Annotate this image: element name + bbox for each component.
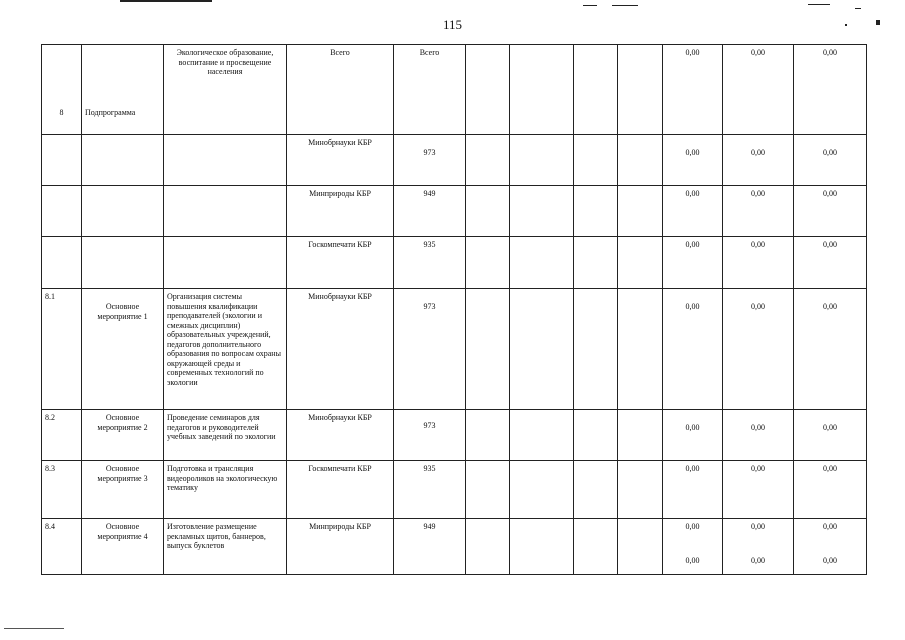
empty-cell (510, 461, 574, 519)
row-number (42, 237, 82, 289)
table-row (42, 45, 867, 135)
row-code: 949 (394, 186, 466, 237)
value-cell: 0,00 (663, 237, 723, 289)
empty-cell (574, 135, 618, 186)
value-cell (663, 519, 723, 575)
row-org: Минприроды КБР (287, 186, 394, 237)
table-row (42, 410, 867, 461)
value-cell: 0,00 (794, 45, 867, 135)
value-cell: 0,00 (723, 45, 794, 135)
scan-artifact (808, 4, 830, 5)
scan-artifact (855, 8, 861, 9)
row-org: Всего (287, 45, 394, 135)
value-cell: 0,00 (723, 461, 794, 519)
row-code: 973 (394, 410, 466, 461)
value-cell: 0,00 (723, 186, 794, 237)
row-code: 935 (394, 237, 466, 289)
value-primary: 0,00 (685, 522, 700, 531)
value-cell: 0,00 (794, 289, 867, 410)
empty-cell (510, 289, 574, 410)
value-cell: 0,00 (723, 410, 794, 461)
empty-cell (618, 45, 663, 135)
value-primary: 0,00 (751, 522, 765, 531)
empty-cell (510, 237, 574, 289)
table-row (42, 237, 867, 289)
value-cell: 0,00 (723, 135, 794, 186)
value-cell: 0,00 (663, 410, 723, 461)
table-row (42, 461, 867, 519)
table-row (42, 519, 867, 575)
row-status: Основное мероприятие 4 (82, 519, 164, 575)
table-row (42, 186, 867, 237)
row-number (42, 135, 82, 186)
value-cell: 0,00 (663, 186, 723, 237)
value-cell (794, 519, 867, 575)
row-status (82, 237, 164, 289)
row-org: Минприроды КБР (287, 519, 394, 575)
empty-cell (466, 186, 510, 237)
empty-cell (466, 410, 510, 461)
empty-cell (618, 135, 663, 186)
empty-cell (466, 135, 510, 186)
value-secondary: 0,00 (685, 555, 700, 565)
empty-cell (466, 45, 510, 135)
row-status (82, 186, 164, 237)
row-status: Подпрограмма (82, 45, 164, 135)
row-name: Экологическое образование, воспитание и просвещение населения (164, 45, 287, 135)
empty-cell (574, 289, 618, 410)
value-cell: 0,00 (794, 186, 867, 237)
empty-cell (574, 410, 618, 461)
empty-cell (466, 289, 510, 410)
row-name (164, 186, 287, 237)
value-cell: 0,00 (723, 289, 794, 410)
empty-cell (618, 186, 663, 237)
row-number: 8 (42, 45, 82, 135)
row-name: Подготовка и трансляция видеороликов на экологическую тематику (164, 461, 287, 519)
row-number (42, 186, 82, 237)
empty-cell (574, 186, 618, 237)
row-name: Изготовление размещение рекламных щитов, баннеров, выпуск буклетов (164, 519, 287, 575)
empty-cell (466, 461, 510, 519)
value-cell: 0,00 (794, 410, 867, 461)
row-code: Всего (394, 45, 466, 135)
row-org: Госкомпечати КБР (287, 461, 394, 519)
empty-cell (510, 410, 574, 461)
row-code: 973 (394, 289, 466, 410)
row-name: Проведение семинаров для педагогов и руководителей учебных заведений по экологии (164, 410, 287, 461)
value-cell: 0,00 (794, 237, 867, 289)
empty-cell (574, 237, 618, 289)
empty-cell (618, 237, 663, 289)
scan-artifact (120, 0, 212, 2)
scan-artifact (4, 628, 64, 629)
row-name (164, 237, 287, 289)
empty-cell (574, 519, 618, 575)
row-status: Основное мероприятие 1 (82, 289, 164, 410)
table-row (42, 135, 867, 186)
row-org: Минобрнауки КБР (287, 135, 394, 186)
empty-cell (618, 410, 663, 461)
row-org: Минобрнауки КБР (287, 410, 394, 461)
value-cell: 0,00 (663, 135, 723, 186)
value-cell (723, 519, 794, 575)
empty-cell (466, 237, 510, 289)
row-status (82, 135, 164, 186)
empty-cell (618, 519, 663, 575)
value-cell: 0,00 (663, 289, 723, 410)
row-status: Основное мероприятие 3 (82, 461, 164, 519)
empty-cell (510, 519, 574, 575)
row-code: 935 (394, 461, 466, 519)
empty-cell (510, 45, 574, 135)
empty-cell (510, 186, 574, 237)
empty-cell (466, 519, 510, 575)
scan-artifact (583, 5, 597, 6)
row-code: 973 (394, 135, 466, 186)
value-secondary: 0,00 (751, 555, 765, 565)
row-status: Основное мероприятие 2 (82, 410, 164, 461)
row-org: Госкомпечати КБР (287, 237, 394, 289)
program-table (41, 44, 867, 575)
row-name (164, 135, 287, 186)
table-row (42, 289, 867, 410)
row-name: Организация системы повышения квалификации преподавателей (экологии и смежных дисциплин) образовательных учреждений, педагогов дополнительного образования по вопросам охраны окружающей среды и современных технологий по экологии (164, 289, 287, 410)
value-primary: 0,00 (823, 522, 837, 531)
page-number: 115 (442, 17, 463, 32)
row-number: 8.4 (42, 519, 82, 575)
empty-cell (618, 461, 663, 519)
row-number: 8.3 (42, 461, 82, 519)
row-number: 8.1 (42, 289, 82, 410)
value-cell: 0,00 (794, 135, 867, 186)
scan-artifact (612, 5, 638, 6)
value-cell: 0,00 (663, 461, 723, 519)
empty-cell (574, 461, 618, 519)
row-number: 8.2 (42, 410, 82, 461)
empty-cell (574, 45, 618, 135)
empty-cell (510, 135, 574, 186)
empty-cell (618, 289, 663, 410)
value-secondary: 0,00 (823, 555, 837, 565)
value-cell: 0,00 (663, 45, 723, 135)
value-cell: 0,00 (723, 237, 794, 289)
row-code: 949 (394, 519, 466, 575)
row-org: Минобрнауки КБР (287, 289, 394, 410)
value-cell: 0,00 (794, 461, 867, 519)
